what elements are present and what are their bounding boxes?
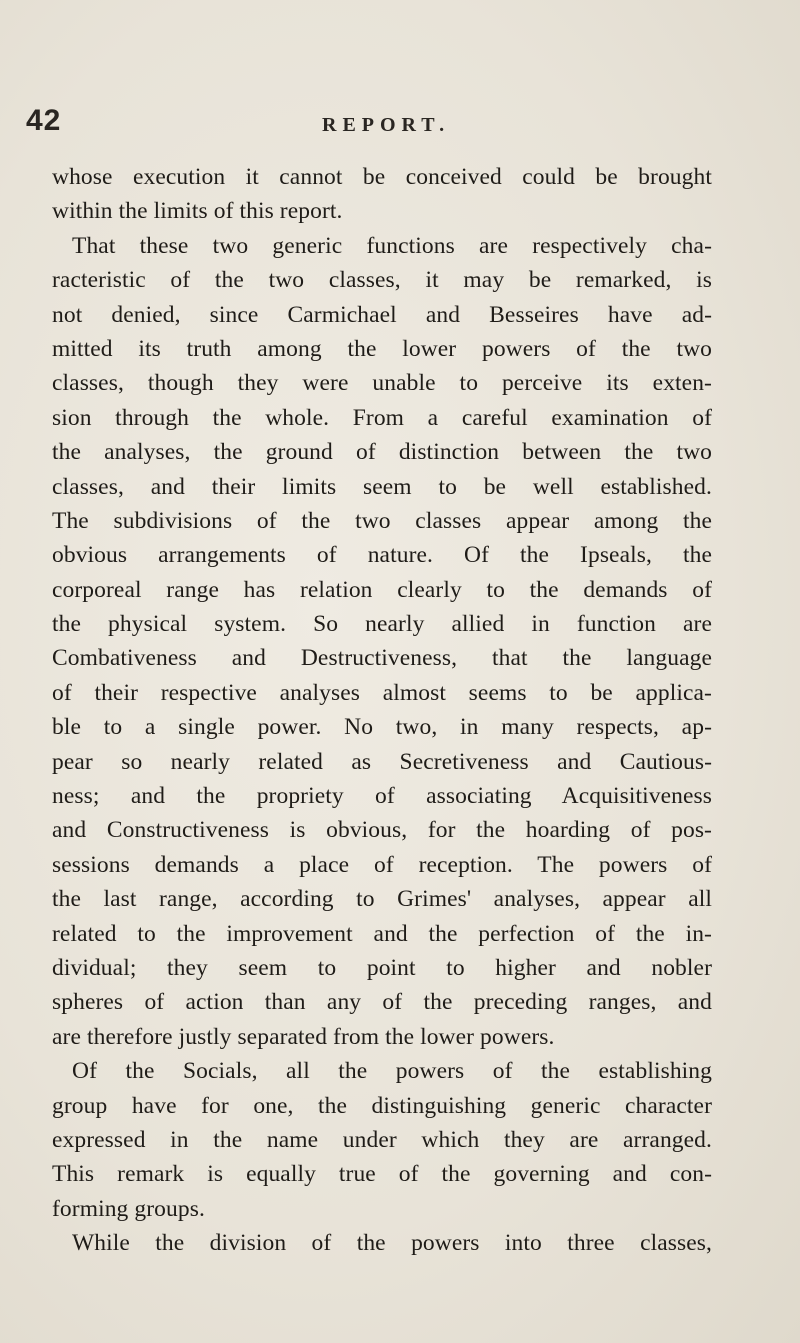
text-line: the analyses, the ground of distinction between the two <box>52 439 712 466</box>
text-line: group have for one, the distinguishing generic character <box>52 1092 712 1119</box>
text-line: That these two generic functions are respectively cha- <box>72 232 712 259</box>
text-line: corporeal range has relation clearly to the demands of <box>52 576 712 603</box>
text-line: expressed in the name under which they are arranged. <box>52 1126 712 1153</box>
text-line: Combativeness and Destructiveness, that the language <box>52 645 712 672</box>
text-line: of their respective analyses almost seems to be applica- <box>52 679 712 706</box>
text-line: obvious arrangements of nature. Of the Ipseals, the <box>52 542 712 569</box>
text-line: the last range, according to Grimes' analyses, appear all <box>52 886 712 913</box>
text-line: While the division of the powers into three classes, <box>72 1230 712 1257</box>
text-line: Of the Socials, all the powers of the establishing <box>72 1058 712 1085</box>
text-line: related to the improvement and the perfection of the in- <box>52 920 712 947</box>
page-number: 42 <box>26 104 62 137</box>
text-line: the physical system. So nearly allied in function are <box>52 611 712 638</box>
body-text <box>52 160 712 1261</box>
text-line: classes, and their limits seem to be well established. <box>52 473 712 500</box>
text-line: The subdivisions of the two classes appear among the <box>52 507 712 534</box>
text-line: within the limits of this report. <box>52 198 343 225</box>
page-header <box>26 104 774 152</box>
text-line: sion through the whole. From a careful examination of <box>52 404 712 431</box>
text-line: ness; and the propriety of associating Acquisitiveness <box>52 783 712 810</box>
text-line: not denied, since Carmichael and Besseires have ad- <box>52 301 712 328</box>
text-line: racteristic of the two classes, it may be remarked, is <box>52 267 712 294</box>
text-line: classes, though they were unable to perceive its exten- <box>52 370 712 397</box>
text-line: whose execution it cannot be conceived could be brought <box>52 164 712 190</box>
text-line: sessions demands a place of reception. The powers of <box>52 851 712 878</box>
text-line: and Constructiveness is obvious, for the hoarding of pos- <box>52 817 712 844</box>
text-line: This remark is equally true of the governing and con- <box>52 1161 712 1188</box>
text-line: forming groups. <box>52 1195 205 1222</box>
text-line: ble to a single power. No two, in many respects, ap- <box>52 714 712 741</box>
text-line: spheres of action than any of the preceding ranges, and <box>52 989 712 1016</box>
running-head: REPORT. <box>322 114 451 136</box>
text-line: pear so nearly related as Secretiveness and Cautious- <box>52 748 712 775</box>
text-line: mitted its truth among the lower powers of the two <box>52 335 712 362</box>
text-line: are therefore justly separated from the lower powers. <box>52 1023 555 1050</box>
text-line: dividual; they seem to point to higher and nobler <box>52 954 712 981</box>
